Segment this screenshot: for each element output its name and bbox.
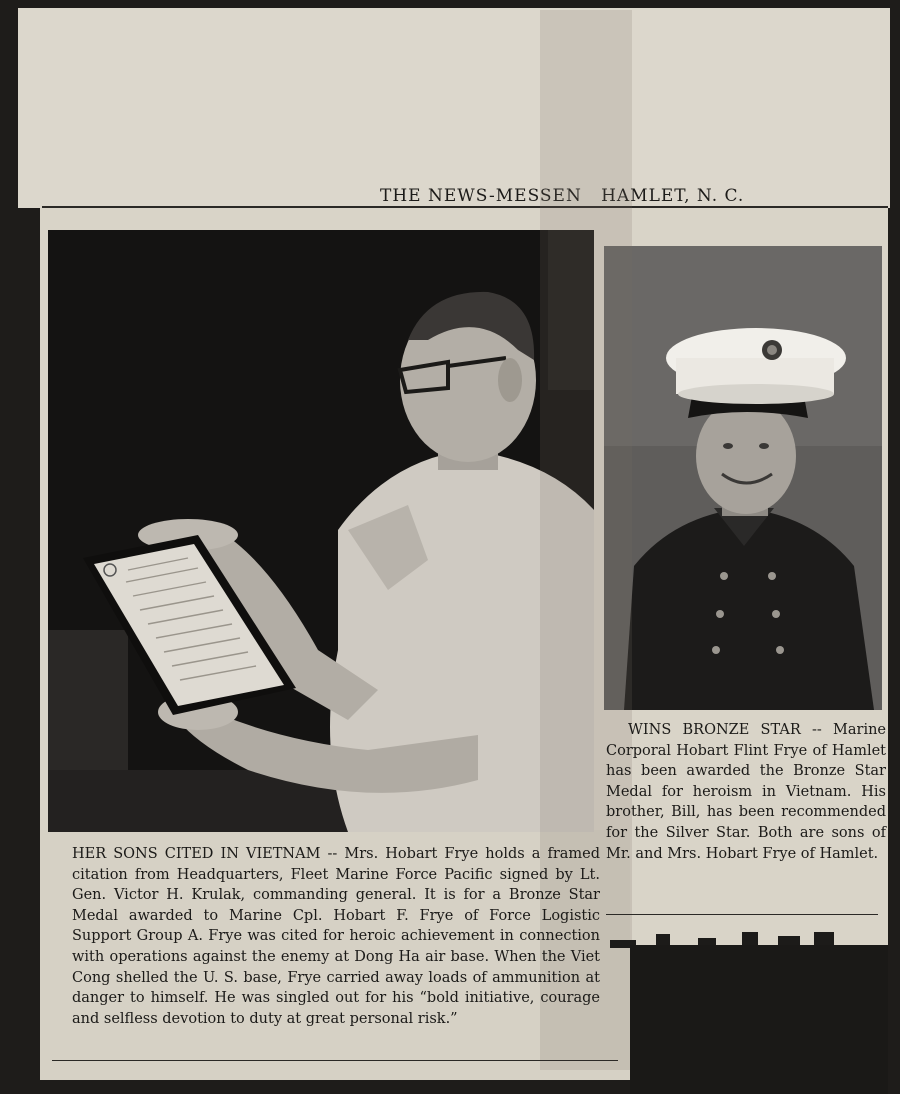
- masthead-rule: [42, 206, 888, 208]
- background-corner: [630, 945, 888, 1094]
- right-caption-headline: WINS BRONZE STAR --: [628, 722, 822, 738]
- photo-mother-illustration: [48, 230, 594, 832]
- right-caption-body: Marine Corporal Hobart Flint Frye of Hamlet has been awarded the Bronze Star Medal for heroism in Vietnam. His brother, Bill, has been recommended for the Silver Star. Both are sons of Mr. and Mrs. Hobart Frye of Hamlet.: [606, 722, 887, 862]
- masthead-paper-name: THE NEWS-MESSEN: [380, 186, 582, 206]
- clipping-top-margin: [18, 8, 890, 208]
- left-caption-headline: HER SONS CITED IN VIETNAM --: [72, 846, 338, 862]
- left-caption-body: Mrs. Hobart Frye holds a framed citation from Headquarters, Fleet Marine Force Pacific signed by Lt. Gen. Victor H. Krulak, commanding general. It is for a Bronze Star Medal awarded to Marine Cpl. Hobart F. Frye of Force Logistic Support Group A. Frye was cited for heroic achievement in connection with operations against the enemy at Dong Ha air base. When the Viet Cong shelled the U. S. base, Frye carried away loads of ammunition at danger to himself. He was singled out for his “bold initiative, courage and selfless devotion to duty at great personal risk.”: [72, 846, 601, 1027]
- masthead-location: HAMLET, N. C.: [601, 186, 745, 206]
- bottom-rule-right: [606, 914, 878, 915]
- left-photo-caption: [72, 844, 600, 1029]
- photo-marine-corporal: [604, 246, 882, 710]
- right-photo-caption: [606, 720, 886, 864]
- photo-marine-illustration: [604, 246, 882, 710]
- bottom-rule-left: [52, 1060, 618, 1061]
- photo-mother-holding-citation: [48, 230, 594, 832]
